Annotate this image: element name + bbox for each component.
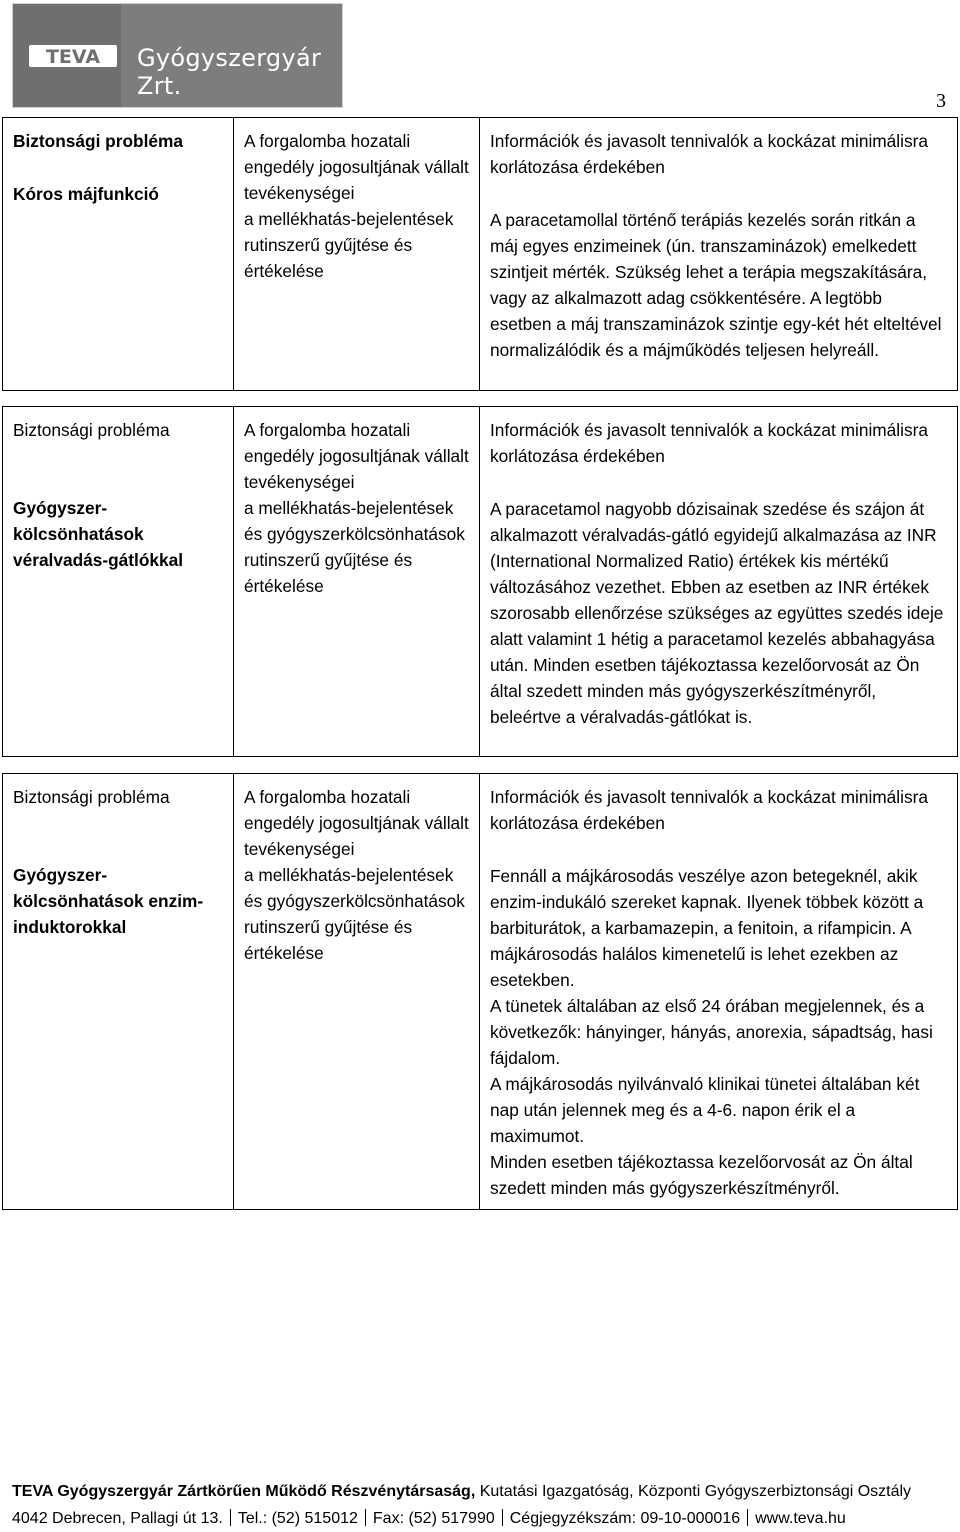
column-heading: Biztonsági probléma <box>13 131 183 151</box>
issue-cell <box>3 407 234 757</box>
activity-text: a mellékhatás-bejelentések és gyógyszerkölcsönhatások rutinszerű gyűjtése és értékelése <box>244 865 465 963</box>
risk-table-2 <box>2 406 958 757</box>
info-paragraph: A paracetamollal történő terápiás kezelés során ritkán a máj egyes enzimeinek (ún. transzaminázok) emelkedett szintjeit mérték. Szükség lehet a terápia megszakítására, vagy az alkalmazott adag csökkentésére. A legtöbb esetben a máj transzaminázok szintje egy-két hét elteltével normalizálódik és a májműködés teljesen helyreáll. <box>490 210 942 360</box>
table-row <box>3 774 958 1210</box>
safety-issue: Gyógyszer-kölcsönhatások véralvadás-gátlókkal <box>13 498 184 570</box>
footer-separator <box>230 1509 231 1526</box>
table-row <box>3 118 958 391</box>
safety-issue: Kóros májfunkció <box>13 184 159 204</box>
footer-contact-line <box>12 1505 952 1532</box>
info-cell <box>480 118 958 391</box>
footer-company-name: TEVA Gyógyszergyár Zártkörűen Működő Részvénytársaság, <box>12 1483 476 1500</box>
column-heading: Biztonsági probléma <box>13 420 170 440</box>
page-footer <box>12 1478 952 1532</box>
company-logo-text: Gyógyszergyár Zrt. <box>137 44 322 100</box>
column-heading: Információk és javasolt tennivalók a kockázat minimálisra korlátozása érdekében <box>490 131 928 177</box>
info-paragraph: Fennáll a májkárosodás veszélye azon betegeknél, akik enzim-indukáló szereket kapnak. Ilyenek többek között a barbiturátok, a karbamazepin, a fenitoin, a rifampicin. A májkárosodás halálos kimenetelű is lehet ezekben az esetekben. <box>490 866 924 990</box>
column-heading: Információk és javasolt tennivalók a kockázat minimálisra korlátozása érdekében <box>490 787 928 833</box>
safety-issue: Gyógyszer-kölcsönhatások enzim-induktorokkal <box>13 865 204 937</box>
footer-fax: Fax: (52) 517990 <box>372 1510 495 1527</box>
teva-logo-header <box>12 3 343 108</box>
page-number: 3 <box>936 90 946 112</box>
activity-cell <box>234 407 480 757</box>
footer-phone: Tel.: (52) 515012 <box>237 1510 358 1527</box>
activity-cell <box>234 774 480 1210</box>
footer-website-link[interactable]: www.teva.hu <box>755 1510 846 1527</box>
info-paragraph: A paracetamol nagyobb dózisainak szedése és szájon át alkalmazott véralvadás-gátló egyidejű alkalmazása az INR (International Normalized Ratio) értékek kis mértékű változásához vezethet. Ebben az esetben az INR értékek szorosabb ellenőrzése szükséges az együttes szedés ideje alatt valamint 1 hétig a paracetamol kezelés abbahagyása után. Minden esetben tájékoztassa kezelőorvosát az Ön által szedett minden más gyógyszerkészítményről, beleértve a véralvadás-gátlókat is. <box>490 499 944 727</box>
footer-separator <box>747 1509 748 1526</box>
info-cell <box>480 407 958 757</box>
info-paragraph: A májkárosodás nyilvánvaló klinikai tünetei általában két nap után jelennek meg és a 4-6. napon érik el a maximumot. <box>490 1074 920 1146</box>
issue-cell <box>3 118 234 391</box>
column-heading: Biztonsági probléma <box>13 787 170 807</box>
teva-logo-wordmark: TEVA <box>45 46 101 67</box>
footer-separator <box>365 1509 366 1526</box>
footer-department: Kutatási Igazgatóság, Központi Gyógyszerbiztonsági Osztály <box>475 1483 912 1500</box>
issue-cell <box>3 774 234 1210</box>
column-heading: A forgalomba hozatali engedély jogosultjának vállalt tevékenységei <box>244 420 469 492</box>
activity-text: a mellékhatás-bejelentések és gyógyszerkölcsönhatások rutinszerű gyűjtése és értékelése <box>244 498 465 596</box>
footer-company-line <box>12 1478 952 1505</box>
teva-logo-icon <box>29 45 117 67</box>
info-cell <box>480 774 958 1210</box>
column-heading: A forgalomba hozatali engedély jogosultjának vállalt tevékenységei <box>244 131 469 203</box>
activity-text: a mellékhatás-bejelentések rutinszerű gyűjtése és értékelése <box>244 209 454 281</box>
activity-cell <box>234 118 480 391</box>
table-row <box>3 407 958 757</box>
footer-address: 4042 Debrecen, Pallagi út 13. <box>12 1510 223 1527</box>
info-paragraph: Minden esetben tájékoztassa kezelőorvosát az Ön által szedett minden más gyógyszerkészítményről. <box>490 1152 913 1198</box>
column-heading: Információk és javasolt tennivalók a kockázat minimálisra korlátozása érdekében <box>490 420 928 466</box>
info-paragraph: A tünetek általában az első 24 órában megjelennek, és a következők: hányinger, hányás, anorexia, sápadtság, hasi fájdalom. <box>490 996 933 1068</box>
footer-separator <box>502 1509 503 1526</box>
risk-table-1 <box>2 117 958 391</box>
column-heading: A forgalomba hozatali engedély jogosultjának vállalt tevékenységei <box>244 787 469 859</box>
footer-registry: Cégjegyzékszám: 09-10-000016 <box>509 1510 741 1527</box>
risk-table-3 <box>2 773 958 1210</box>
